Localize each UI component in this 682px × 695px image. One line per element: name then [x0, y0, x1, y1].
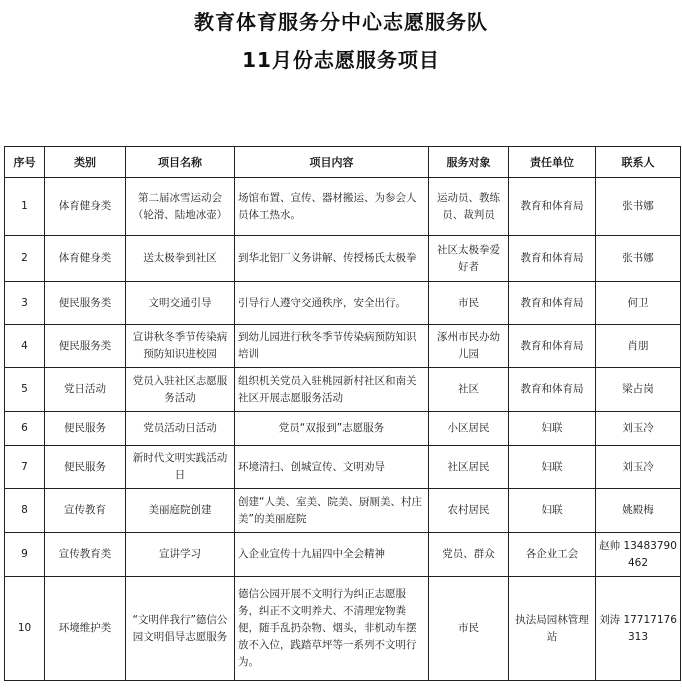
cell-service-target: 小区居民 [429, 412, 509, 446]
cell-index: 6 [5, 412, 45, 446]
col-header-contact: 联系人 [596, 147, 681, 178]
cell-service-target: 涿州市民办幼儿园 [429, 325, 509, 368]
col-header-project-content: 项目内容 [235, 147, 429, 178]
cell-responsible-unit: 妇联 [509, 412, 596, 446]
cell-project-content: 到幼儿园进行秋冬季节传染病预防知识培训 [235, 325, 429, 368]
cell-index: 1 [5, 178, 45, 236]
cell-service-target: 市民 [429, 282, 509, 325]
cell-index: 7 [5, 446, 45, 489]
cell-category: 宣传教育类 [45, 533, 126, 577]
cell-service-target: 社区 [429, 368, 509, 412]
cell-project-name: “文明伴我行”德信公园文明倡导志愿服务 [126, 577, 235, 681]
cell-project-content: 场馆布置、宣传、器材搬运、为参会人员体工热水。 [235, 178, 429, 236]
cell-responsible-unit: 教育和体育局 [509, 368, 596, 412]
cell-project-content: 创建“人美、室美、院美、厨厕美、村庄美”的美丽庭院 [235, 489, 429, 533]
cell-project-name: 美丽庭院创建 [126, 489, 235, 533]
cell-category: 便民服务 [45, 412, 126, 446]
cell-responsible-unit: 妇联 [509, 446, 596, 489]
cell-contact: 姚殿梅 [596, 489, 681, 533]
cell-contact: 张书娜 [596, 178, 681, 236]
cell-category: 党日活动 [45, 368, 126, 412]
table-row [5, 368, 681, 412]
cell-contact: 刘玉冷 [596, 446, 681, 489]
cell-index: 5 [5, 368, 45, 412]
table-row [5, 282, 681, 325]
table-row [5, 446, 681, 489]
col-header-index: 序号 [5, 147, 45, 178]
cell-project-name: 送太极拳到社区 [126, 236, 235, 282]
cell-category: 便民服务类 [45, 325, 126, 368]
col-header-service-target: 服务对象 [429, 147, 509, 178]
cell-service-target: 市民 [429, 577, 509, 681]
cell-project-content: 到华北铝厂义务讲解、传授杨氏太极拳 [235, 236, 429, 282]
cell-contact: 赵帅 13483790462 [596, 533, 681, 577]
cell-service-target: 社区居民 [429, 446, 509, 489]
cell-project-content: 引导行人遵守交通秩序，安全出行。 [235, 282, 429, 325]
table-row [5, 325, 681, 368]
cell-contact: 何卫 [596, 282, 681, 325]
col-header-category: 类别 [45, 147, 126, 178]
cell-responsible-unit: 教育和体育局 [509, 282, 596, 325]
cell-category: 宣传教育 [45, 489, 126, 533]
cell-category: 便民服务 [45, 446, 126, 489]
cell-index: 4 [5, 325, 45, 368]
table-row [5, 412, 681, 446]
col-header-project-name: 项目名称 [126, 147, 235, 178]
cell-project-name: 新时代文明实践活动日 [126, 446, 235, 489]
cell-responsible-unit: 各企业工会 [509, 533, 596, 577]
volunteer-project-table [4, 146, 681, 681]
cell-service-target: 社区太极拳爱好者 [429, 236, 509, 282]
cell-service-target: 农村居民 [429, 489, 509, 533]
cell-contact: 刘玉冷 [596, 412, 681, 446]
table-row [5, 489, 681, 533]
cell-project-content: 党员“双报到”志愿服务 [235, 412, 429, 446]
page-title: 教育体育服务分中心志愿服务队 [194, 10, 488, 34]
cell-category: 环境维护类 [45, 577, 126, 681]
cell-index: 9 [5, 533, 45, 577]
cell-project-name: 党员活动日活动 [126, 412, 235, 446]
cell-service-target: 党员、群众 [429, 533, 509, 577]
page-subtitle: 11月份志愿服务项目 [242, 48, 440, 72]
cell-category: 体育健身类 [45, 178, 126, 236]
cell-index: 2 [5, 236, 45, 282]
cell-project-name: 宣讲学习 [126, 533, 235, 577]
cell-project-content: 入企业宣传十九届四中全会精神 [235, 533, 429, 577]
cell-project-content: 德信公园开展不文明行为纠正志愿服务，纠正不文明养犬、不清理宠物粪便，随手乱扔杂物、烟头，非机动车摆放不入位，践踏草坪等一系列不文明行为。 [235, 577, 429, 681]
table-row [5, 178, 681, 236]
cell-project-content: 组织机关党员入驻桃园新村社区和南关社区开展志愿服务活动 [235, 368, 429, 412]
cell-contact: 肖朋 [596, 325, 681, 368]
table-row [5, 236, 681, 282]
cell-responsible-unit: 执法局园林管理站 [509, 577, 596, 681]
table-row [5, 533, 681, 577]
cell-index: 3 [5, 282, 45, 325]
cell-contact: 梁占岗 [596, 368, 681, 412]
cell-category: 便民服务类 [45, 282, 126, 325]
cell-project-name: 党员入驻社区志愿服务活动 [126, 368, 235, 412]
cell-responsible-unit: 教育和体育局 [509, 178, 596, 236]
cell-project-name: 第二届冰雪运动会（轮滑、陆地冰壶） [126, 178, 235, 236]
cell-responsible-unit: 妇联 [509, 489, 596, 533]
cell-index: 8 [5, 489, 45, 533]
cell-project-name: 文明交通引导 [126, 282, 235, 325]
table-row [5, 577, 681, 681]
col-header-responsible-unit: 责任单位 [509, 147, 596, 178]
cell-project-content: 环境清扫、创城宣传、文明劝导 [235, 446, 429, 489]
cell-responsible-unit: 教育和体育局 [509, 236, 596, 282]
cell-contact: 刘涛 17717176313 [596, 577, 681, 681]
cell-category: 体育健身类 [45, 236, 126, 282]
cell-project-name: 宣讲秋冬季节传染病预防知识进校园 [126, 325, 235, 368]
table-header-row [5, 147, 681, 178]
cell-index: 10 [5, 577, 45, 681]
cell-contact: 张书娜 [596, 236, 681, 282]
cell-service-target: 运动员、教练员、裁判员 [429, 178, 509, 236]
cell-responsible-unit: 教育和体育局 [509, 325, 596, 368]
